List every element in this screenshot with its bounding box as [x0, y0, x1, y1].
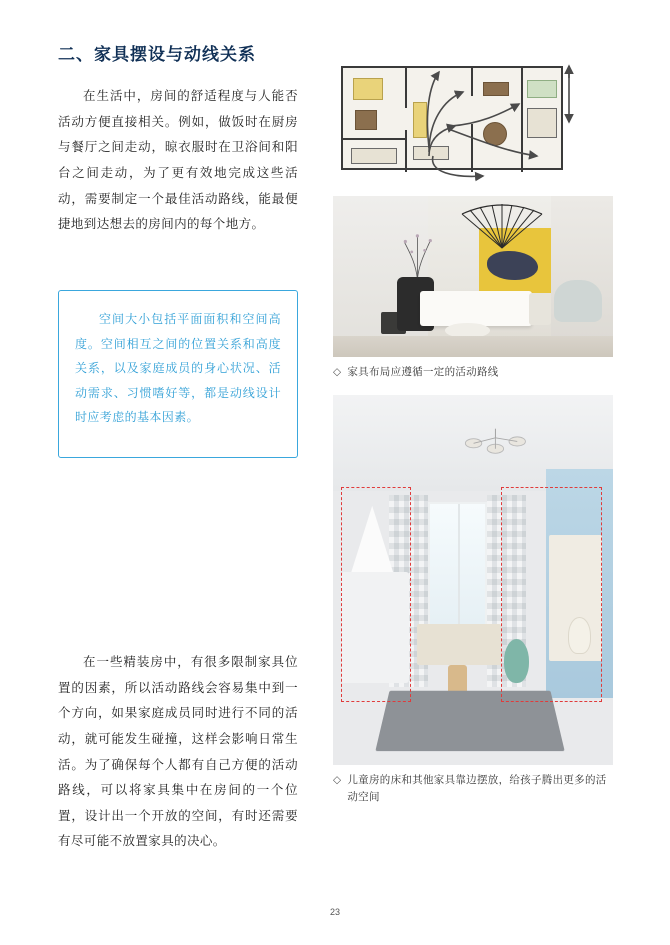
- pedestal-decor: [529, 293, 551, 325]
- photo-caption-2: [333, 772, 613, 806]
- living-room-photo: [333, 196, 613, 357]
- page-number: 23: [329, 907, 340, 917]
- armchair: [554, 280, 602, 322]
- living-room-scene: [333, 196, 613, 357]
- left-column-lower: [58, 650, 298, 855]
- pendant-lamp-icon: [459, 421, 532, 473]
- window-bench-storage: [417, 624, 501, 665]
- callout-text: 空间大小包括平面面积和空间高度。空间相互之间的位置关系和高度关系，以及家庭成员的身心状况、活动需求、习惯嗜好等，都是动线设计时应考虑的基本因素。: [75, 312, 281, 425]
- wall-right: [551, 196, 613, 357]
- diamond-icon: ◇: [333, 773, 342, 786]
- branch-decor-icon: [395, 231, 440, 279]
- sofa: [420, 291, 532, 326]
- photo-block-1: [333, 196, 613, 381]
- floor: [333, 336, 613, 357]
- page-title: 二、家具摆设与动线关系: [58, 45, 256, 64]
- body-paragraph-2: 在一些精装房中，有很多限制家具位置的因素，所以活动路线会容易集中到一个方向，如果家庭成员同时进行不同的活动，就可能发生碰撞，这样会影响日常生活。为了确保每个人都有自己方便的活动路线，可以将家具集中在房间的一个位置，设计出一个开放的空间，有时还需要有尽可能不放置家具的决心。: [58, 655, 298, 849]
- photo-caption-1: [333, 364, 613, 381]
- caption-text: 儿童房的床和其他家具靠边摆放，给孩子腾出更多的活动空间: [347, 773, 607, 803]
- right-column: [333, 52, 613, 805]
- kids-room-photo: [333, 395, 613, 765]
- highlight-box-left: [341, 487, 411, 702]
- fan-decor-icon: [456, 204, 548, 250]
- photo-block-2: [333, 395, 613, 806]
- floorplan-illustration: [333, 52, 613, 182]
- left-column: [58, 44, 298, 238]
- floorplan-circulation-arrows: [333, 52, 613, 182]
- caption-text: 家具布局应遵循一定的活动路线: [347, 366, 499, 378]
- diamond-icon: ◇: [333, 366, 342, 378]
- body-paragraph-1: 在生活中，房间的舒适程度与人能否活动方便直接相关。例如，做饭时在厨房与餐厅之间走动，晾衣服时在卫浴间和阳台之间走动，为了更有效地完成这些活动，需要制定一个最佳活动路线，能最便捷地到达想去的房间内的每个地方。: [58, 89, 298, 232]
- highlight-box-right: [501, 487, 602, 702]
- callout-box: [58, 290, 298, 458]
- kids-room-scene: [333, 395, 613, 765]
